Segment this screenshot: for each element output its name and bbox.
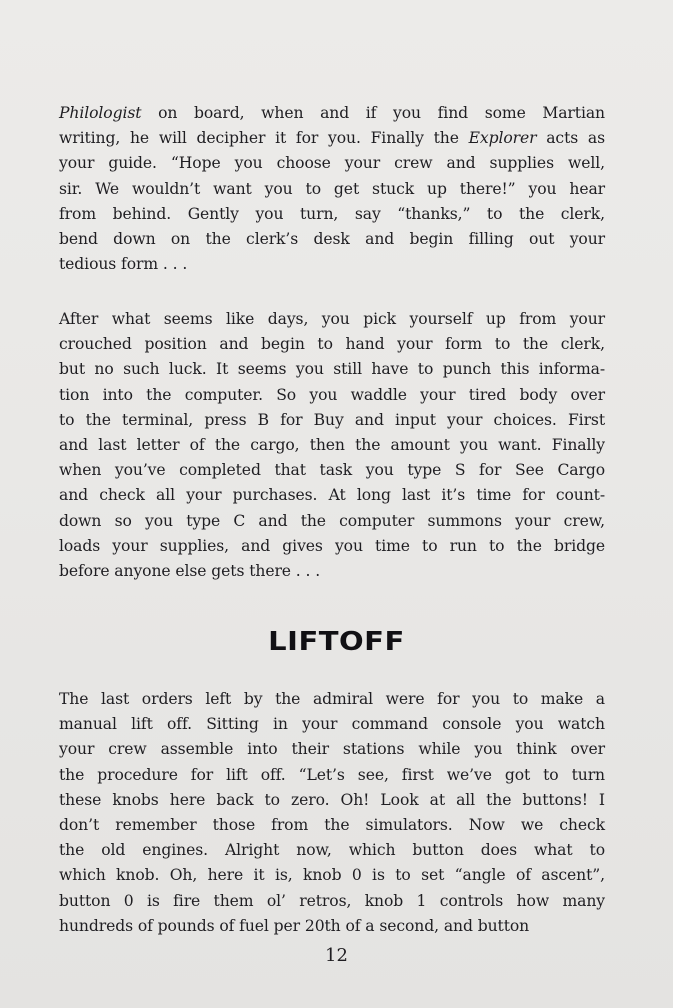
text-line: before anyone else gets there . . .	[59, 562, 321, 581]
text-line: and last letter of the cargo, then the amount you want. Finally	[59, 436, 605, 455]
text-line: crouched position and begin to hand your form to the clerk,	[59, 335, 605, 354]
text-line: After what seems like days, you pick yourself up from your	[59, 310, 605, 328]
text-line: loads your supplies, and gives you time to run to the bridge	[59, 536, 605, 555]
text-line: bend down on the clerk’s desk and begin filling out your	[59, 230, 605, 249]
paragraph-1	[59, 101, 605, 277]
text-line: The last orders left by the admiral were for you to make a	[59, 690, 605, 708]
text-line: from behind. Gently you turn, say “thanks,” to the clerk,	[59, 204, 605, 223]
text-line: down so you type C and the computer summons your crew,	[59, 511, 605, 530]
text-line: Philologist on board, when and if you find some Martian	[59, 104, 605, 122]
text-line: your crew assemble into their stations while you think over	[59, 740, 605, 759]
text-line: the procedure for lift off. “Let’s see, first we’ve got to turn	[59, 765, 605, 784]
text-line: manual lift off. Sitting in your command console you watch	[59, 715, 605, 734]
paragraph-2	[59, 307, 605, 584]
text-line: to the terminal, press B for Buy and input your choices. First	[59, 410, 605, 429]
text-line: which knob. Oh, here it is, knob 0 is to set “angle of ascent”,	[59, 866, 605, 885]
text-line: but no such luck. It seems you still have to punch this informa-	[59, 360, 605, 379]
text-line: button 0 is fire them ol’ retros, knob 1 controls how many	[59, 891, 605, 910]
section-heading: LIFTOFF	[268, 625, 405, 657]
text-line: writing, he will decipher it for you. Finally the Explorer acts as	[59, 129, 606, 148]
text-line: sir. We wouldn’t want you to get stuck up there!” you hear	[59, 179, 605, 198]
text-line: tedious form . . .	[59, 255, 188, 274]
text-line: hundreds of pounds of fuel per 20th of a second, and button	[59, 916, 530, 935]
text-line: when you’ve completed that task you type S for See Cargo	[59, 461, 605, 480]
text-line: and check all your purchases. At long last it’s time for count-	[59, 486, 605, 505]
paragraph-3	[59, 687, 605, 939]
text-line: your guide. “Hope you choose your crew and supplies well,	[59, 154, 605, 173]
text-line: the old engines. Alright now, which button does what to	[59, 841, 605, 860]
page-number: 12	[325, 945, 348, 966]
text-line: these knobs here back to zero. Oh! Look at all the buttons! I	[59, 790, 605, 809]
text-line: don’t remember those from the simulators. Now we check	[59, 816, 605, 835]
text-line: tion into the computer. So you waddle your tired body over	[59, 385, 605, 404]
